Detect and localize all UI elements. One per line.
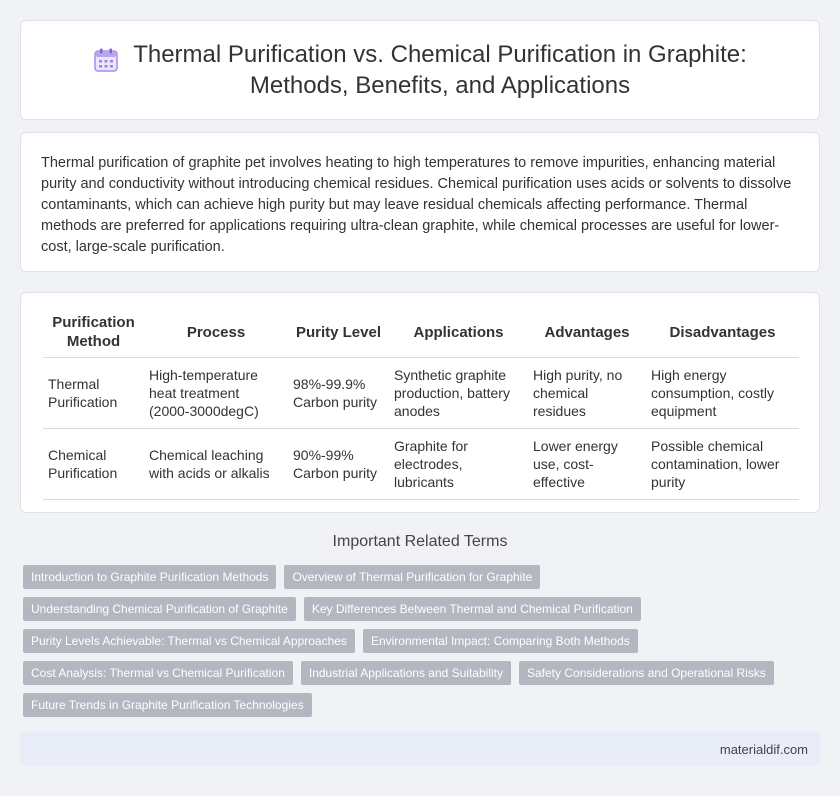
- related-terms-heading: Important Related Terms: [332, 533, 508, 550]
- table-cell: High energy consumption, costly equipment: [646, 358, 799, 429]
- tag-row: [23, 693, 823, 717]
- table-cell: 98%-99.9% Carbon purity: [288, 358, 389, 429]
- related-term-link[interactable]: Purity Levels Achievable: Thermal vs Chemical Approaches: [23, 629, 355, 653]
- table-cell: Lower energy use, cost-effective: [528, 429, 646, 500]
- comparison-table: [43, 307, 799, 500]
- table-row: [43, 429, 799, 500]
- table-header-cell: Advantages: [528, 307, 646, 358]
- footer: [20, 732, 820, 766]
- footer-site-link[interactable]: materialdif.com: [719, 741, 808, 757]
- related-term-link[interactable]: Industrial Applications and Suitability: [301, 661, 511, 685]
- related-term-link[interactable]: Future Trends in Graphite Purification Technologies: [23, 693, 312, 717]
- related-term-link[interactable]: Safety Considerations and Operational Risks: [519, 661, 774, 685]
- tag-row: [23, 629, 823, 653]
- header-card: [20, 20, 820, 120]
- related-term-link[interactable]: Introduction to Graphite Purification Methods: [23, 565, 276, 589]
- table-cell: Chemical Purification: [43, 429, 144, 500]
- table-cell: Chemical leaching with acids or alkalis: [144, 429, 288, 500]
- table-cell: 90%-99% Carbon purity: [288, 429, 389, 500]
- calendar-icon: [93, 47, 119, 73]
- table-header-cell: Disadvantages: [646, 307, 799, 358]
- table-row: [43, 358, 799, 429]
- tag-row: [23, 597, 823, 621]
- related-term-link[interactable]: Cost Analysis: Thermal vs Chemical Purification: [23, 661, 293, 685]
- comparison-table-card: [20, 292, 820, 513]
- table-header-row: [43, 307, 799, 358]
- page-title: [133, 39, 747, 101]
- table-cell: High-temperature heat treatment (2000-3000degC): [144, 358, 288, 429]
- table-header-cell: Applications: [389, 307, 528, 358]
- table-header-cell: Process: [144, 307, 288, 358]
- related-term-link[interactable]: Environmental Impact: Comparing Both Methods: [363, 629, 638, 653]
- table-header-cell: Purification Method: [43, 307, 144, 358]
- page-title-line-1: Thermal Purification vs. Chemical Purification in Graphite:: [133, 41, 747, 68]
- page-title-line-2: Methods, Benefits, and Applications: [249, 72, 631, 99]
- table-cell: Thermal Purification: [43, 358, 144, 429]
- table-cell: High purity, no chemical residues: [528, 358, 646, 429]
- tag-row: [23, 661, 823, 685]
- summary-text: Thermal purification of graphite pet involves heating to high temperatures to remove impurities, enhancing material purity and conductivity without introducing chemical residues. Chemical purification uses acids or solvents to dissolve contaminants, which can achieve high purity but may leave residual chemicals affecting performance. Thermal methods are preferred for applications requiring ultra-clean graphite, while chemical processes are useful for lower-cost, large-scale purification.: [41, 155, 792, 255]
- tag-row: [23, 565, 823, 589]
- table-cell: Synthetic graphite production, battery anodes: [389, 358, 528, 429]
- related-term-link[interactable]: Overview of Thermal Purification for Graphite: [284, 565, 540, 589]
- table-header-cell: Purity Level: [288, 307, 389, 358]
- table-cell: Possible chemical contamination, lower purity: [646, 429, 799, 500]
- related-term-link[interactable]: Key Differences Between Thermal and Chemical Purification: [304, 597, 641, 621]
- related-terms-list: [23, 565, 823, 725]
- summary-card: [20, 132, 820, 272]
- related-term-link[interactable]: Understanding Chemical Purification of Graphite: [23, 597, 296, 621]
- table-cell: Graphite for electrodes, lubricants: [389, 429, 528, 500]
